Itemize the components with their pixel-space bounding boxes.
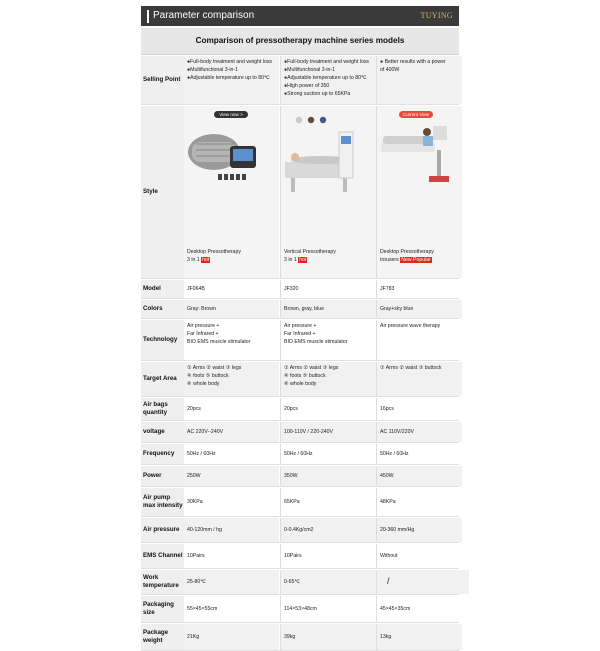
cell-airbags-jf064b: 20pcs bbox=[187, 405, 201, 412]
tech-line: BIO EMS muscle stimulator bbox=[284, 339, 348, 346]
caption-line: Vertical Pressotherapy bbox=[284, 249, 336, 255]
tech-line: Air pressure + bbox=[284, 323, 317, 329]
row-label: Air pump max intensity bbox=[141, 488, 184, 516]
cell-tech-jf064b bbox=[184, 320, 279, 360]
row-package-weight bbox=[141, 624, 459, 651]
selling-line: of 400W bbox=[380, 67, 400, 74]
row-label: Model bbox=[141, 280, 184, 298]
target-line: ⑥ whole body bbox=[187, 381, 220, 388]
row-target-area bbox=[141, 362, 459, 397]
selling-line: ●Multifunctional 3-in-1 bbox=[284, 67, 335, 74]
caption-line: Desktop Pressotherapy bbox=[187, 249, 241, 255]
selling-line: ●Full-body treatment and weight loss bbox=[187, 59, 273, 65]
row-colors bbox=[141, 300, 459, 319]
hot-badge: hot bbox=[299, 257, 307, 264]
target-line: ① Arms ② waist ③ legs bbox=[284, 365, 339, 371]
cell-worktemp-jf064b: 25-80℃ bbox=[184, 570, 279, 594]
selling-line: ●Adjustable temperature up to 80℃ bbox=[187, 75, 270, 82]
row-label: voltage bbox=[141, 422, 184, 442]
row-air-bags bbox=[141, 398, 459, 421]
row-label: Air bags quantity bbox=[141, 398, 184, 420]
tech-line: BIO EMS muscle stimulator bbox=[187, 339, 251, 346]
caption-line: Desktop Pressotherapy bbox=[380, 249, 434, 255]
row-label: Target Area bbox=[141, 362, 184, 396]
target-line: ④ foots ⑤ buttock bbox=[284, 373, 326, 380]
cell-packweight-jf783: 13kg bbox=[376, 624, 462, 650]
cell-pressure-jf783: 20-360 mm/Hg bbox=[376, 518, 462, 542]
target-line: ① Arms ② waist ③ legs bbox=[187, 365, 242, 371]
cell-pump-jf783: 48KPa bbox=[376, 488, 462, 516]
cell-style-jf320 bbox=[280, 106, 376, 278]
row-voltage bbox=[141, 422, 459, 443]
caption bbox=[380, 248, 434, 264]
page-title: Parameter comparison bbox=[153, 10, 255, 21]
cell-packweight-jf064b: 21Kg bbox=[184, 624, 279, 650]
target-line: ④ foots ⑤ buttock bbox=[187, 373, 229, 380]
selling-line: ●Multifunctional 3-in-1 bbox=[187, 67, 238, 74]
row-ems-channel bbox=[141, 544, 459, 569]
selling-line: ●Adjustable temperature up to 80℃ bbox=[284, 75, 367, 82]
cell-packsize-jf064b: 55×45×55cm bbox=[187, 605, 218, 612]
target-line: ① Arms ② waist ③ buttock bbox=[380, 365, 442, 371]
caption bbox=[187, 248, 241, 264]
tech-line: Air pressure + bbox=[187, 323, 220, 329]
cell-pump-jf064b: 30KPa bbox=[187, 498, 203, 505]
cell-ems-jf783: Without bbox=[376, 544, 462, 568]
hot-badge: hot bbox=[202, 257, 210, 264]
cell-model-jf783: JF783 bbox=[376, 280, 462, 298]
cell-worktemp-jf783: / bbox=[376, 570, 469, 594]
row-label: Work temperature bbox=[141, 570, 184, 594]
cell-tech-jf783 bbox=[376, 320, 462, 360]
cell-tech-jf320 bbox=[280, 320, 376, 360]
cell-packweight-jf320: 39kg bbox=[280, 624, 376, 650]
row-frequency bbox=[141, 444, 459, 465]
cell-colors-jf320: Brown, gray, blue bbox=[280, 300, 376, 318]
row-air-pump bbox=[141, 488, 459, 517]
cell-frequency-jf783: 50Hz / 60Hz bbox=[376, 444, 462, 464]
cell-target-jf320 bbox=[280, 362, 376, 396]
current-view-button[interactable]: Current View bbox=[399, 111, 433, 118]
cell-selling-jf320 bbox=[280, 56, 376, 104]
cell-power-jf064b: 250W bbox=[184, 466, 279, 486]
row-label: Air pressure bbox=[141, 518, 184, 542]
cell-voltage-jf064b: AC 220V--240V bbox=[184, 422, 279, 442]
table-banner: Comparison of pressotherapy machine series models bbox=[141, 28, 459, 55]
target-line: ⑥ whole body bbox=[284, 381, 317, 388]
row-model bbox=[141, 280, 459, 299]
cell-selling-jf064b bbox=[184, 56, 279, 104]
row-label: Packaging size bbox=[141, 596, 184, 622]
cell-frequency-jf320: 50Hz / 60Hz bbox=[280, 444, 376, 464]
cell-colors-jf064b: Gray: Brown bbox=[184, 300, 279, 318]
cell-packsize-jf783: 45×45×35cm bbox=[376, 596, 462, 622]
row-label: Colors bbox=[141, 300, 184, 318]
cell-target-jf064b bbox=[184, 362, 279, 396]
cell-airbags-jf320: 20pcs bbox=[280, 398, 376, 420]
product-image-trousers bbox=[377, 122, 459, 192]
selling-line: ●Full-body treatment and weight loss bbox=[284, 59, 370, 65]
row-label: Power bbox=[141, 466, 184, 486]
new-popular-badge: New Popular bbox=[401, 257, 431, 264]
row-label: Selling Point bbox=[141, 56, 184, 104]
cell-worktemp-jf320: 0-65℃ bbox=[280, 570, 376, 594]
cell-pressure-jf320: 0-0.4Kg/cm2 bbox=[280, 518, 376, 542]
cell-ems-jf064b: 10Pairs bbox=[187, 552, 205, 559]
tech-line: Far Infrared + bbox=[187, 331, 219, 338]
row-technology bbox=[141, 320, 459, 361]
row-label: Package weight bbox=[141, 624, 184, 650]
cell-model-jf320: JF320 bbox=[280, 280, 376, 298]
product-image-desktop bbox=[184, 122, 276, 192]
row-label: Technology bbox=[141, 320, 184, 360]
cell-model-jf064b: JF064B bbox=[187, 285, 205, 292]
row-work-temperature bbox=[141, 570, 459, 595]
row-label: EMS Channel bbox=[141, 544, 184, 568]
cell-colors-jf783: Gray+sky blue bbox=[376, 300, 462, 318]
selling-line: ●Strong suction up to 65KPa bbox=[284, 91, 351, 98]
cell-ems-jf320: 10Pairs bbox=[280, 544, 376, 568]
row-selling-point bbox=[141, 56, 459, 105]
selling-line: ● Better results with a power bbox=[380, 59, 446, 65]
row-style bbox=[141, 106, 459, 279]
cell-pressure-jf064b: 40-120mm / hg bbox=[184, 518, 279, 542]
cell-voltage-jf783: AC 110V/220V bbox=[376, 422, 462, 442]
caption bbox=[284, 248, 336, 264]
cell-voltage-jf320: 100-110V / 220-240V bbox=[280, 422, 376, 442]
cell-airbags-jf783: 16pcs bbox=[376, 398, 462, 420]
row-label: Style bbox=[141, 106, 184, 278]
row-air-pressure bbox=[141, 518, 459, 543]
row-power bbox=[141, 466, 459, 487]
row-label: Frequency bbox=[141, 444, 184, 464]
view-now-button[interactable]: View now > bbox=[214, 111, 248, 118]
header-accent-bar bbox=[147, 10, 149, 23]
cell-power-jf320: 350W bbox=[280, 466, 376, 486]
page-header bbox=[141, 6, 459, 26]
selling-line: ●High power of 350 bbox=[284, 83, 330, 90]
cell-selling-jf783 bbox=[376, 56, 462, 104]
cell-style-jf783 bbox=[376, 106, 462, 278]
caption-line: 3 in 1 bbox=[187, 257, 200, 264]
product-image-vertical bbox=[281, 122, 373, 202]
tech-line: Far Infrared + bbox=[284, 331, 316, 338]
cell-power-jf783: 450W bbox=[376, 466, 462, 486]
cell-pump-jf320: 65KPa bbox=[280, 488, 376, 516]
cell-frequency-jf064b: 50Hz / 60Hz bbox=[187, 450, 216, 457]
cell-packsize-jf320: 114×53×48cm bbox=[280, 596, 376, 622]
tech-line: Air pressure wave therapy bbox=[380, 323, 441, 329]
brand-logo: TUYING bbox=[420, 11, 453, 20]
caption-line: 3 in 1 bbox=[284, 257, 297, 264]
cell-target-jf783 bbox=[376, 362, 462, 396]
row-packaging-size bbox=[141, 596, 459, 623]
caption-line: trousers bbox=[380, 257, 399, 264]
cell-style-jf064b bbox=[184, 106, 279, 278]
